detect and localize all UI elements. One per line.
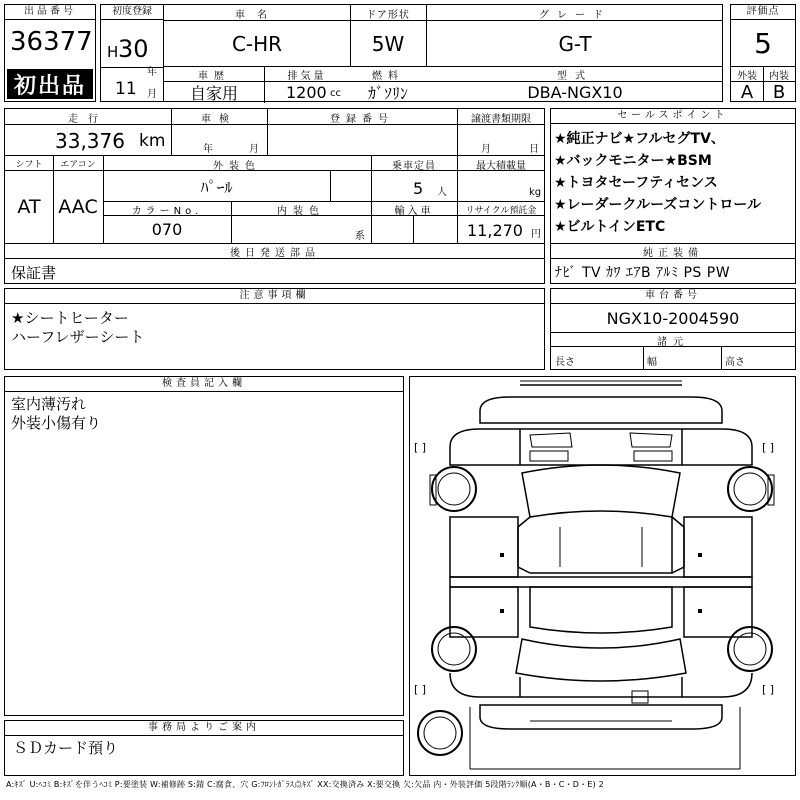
exterior-label: 外装 [737,71,757,82]
transfer-label: 譲渡書類期限 [471,114,531,125]
model-label: 型式 [557,71,593,82]
exterior-color-label: 外装色 [213,161,261,172]
inspection-month-unit: 月 [249,144,259,155]
note-line-1: ★シートヒーター [11,309,129,327]
notes-label: 注意事項欄 [5,289,544,304]
transfer-month-unit: 月 [481,144,491,155]
inspection-year-unit: 年 [203,144,213,155]
lot-number-label: 出品番号 [5,5,95,20]
office-box [4,720,404,776]
equipment-label: 純正装備 [643,248,703,259]
grade-label: グレード [539,10,611,21]
year-unit: 年 [147,67,157,78]
score-box [730,4,796,102]
inspector-line-1: 室内薄汚れ [11,395,87,413]
inspector-box [4,376,404,716]
car-diagram-box [409,376,796,776]
fuel-label: 燃料 [372,71,404,82]
car-name: C-HR [231,32,283,56]
door-label: ドア形状 [366,10,410,21]
car-history: 自家用 [189,83,238,103]
vehicle-details-box [4,108,545,284]
mileage-unit: km [139,131,166,151]
max-load-label: 最大積載量 [476,161,526,172]
recycle-label: リサイクル預託金 [465,206,537,216]
diagram-bracket-right-bottom: [ ] [762,683,775,696]
car-info-box [163,4,723,102]
height-label: 高さ [725,357,745,368]
car-name-label: 車名 [235,10,279,21]
equipment-list: ﾅﾋﾞ TV ｶﾜ ｴｱB ｱﾙﾐ PS PW [555,265,731,281]
chassis-label: 車台番号 [551,289,795,304]
registration-month: 11 [115,79,137,99]
diagram-bracket-right-top: [ ] [762,441,775,454]
load-unit: kg [529,187,542,198]
office-label: 事務局よりご案内 [5,721,403,736]
inspector-label: 検査員記入欄 [5,377,403,392]
shift-label: シフト [15,160,43,170]
later-parts-label: 後日発送部品 [230,248,320,259]
first-registration-label: 初度登録 [101,5,163,20]
grade: G-T [558,32,592,56]
mileage: 33,376 [55,129,125,153]
registration-year: 30 [118,35,149,63]
ac-label: エアコン [60,160,96,170]
damage-legend: A:ｷｽﾞ U:ﾍｺﾐ B:ｷｽﾞを伴うﾍｺﾐ P:要塗装 W:補修跡 S:錆 C:腐食、穴 G:ﾌﾛﾝﾄｶﾞﾗｽ点ｷｽﾞ XX:交換済み X:要交換 欠:欠品 内・外装評価 5段階ﾗﾝｸ順(A・B・C・D・E) 2 [6,780,604,789]
interior-color-unit: 系 [355,231,365,242]
width-label: 幅 [647,357,657,368]
interior-color-label: 内装色 [277,206,325,217]
chassis-box [550,288,796,370]
inspector-line-2: 外装小傷有り [11,414,102,432]
color-number-label: カラーNo. [131,206,203,217]
interior-label: 内装 [769,71,789,82]
sales-point-5: ★ビルトインETC [554,219,666,235]
month-unit: 月 [147,89,157,100]
exterior-color: ﾊﾟｰﾙ [200,177,233,197]
sales-point-4: ★レーダークルーズコントロール [554,197,762,213]
inspection-label: 車検 [201,114,237,125]
fuel-type: ｶﾞｿﾘﾝ [367,83,408,103]
office-note: ＳＤカード預り [13,739,119,757]
exterior-grade: A [740,81,754,103]
color-number: 070 [151,219,183,239]
later-parts-value: 保証書 [11,264,57,282]
dimensions-label: 諸元 [657,337,689,348]
capacity: 5 [413,179,424,198]
era-prefix: H [107,43,119,61]
sales-point-3: ★トヨタセーフティセンス [554,175,718,191]
first-registration-box [100,4,164,102]
diagram-bracket-left-top: [ ] [414,441,427,454]
car-body-diagram [410,377,795,775]
note-line-2: ハーフレザーシート [11,328,145,346]
length-label: 長さ [555,357,575,368]
sales-point-2: ★バックモニター★BSM [554,153,712,169]
transfer-day-unit: 日 [529,144,539,155]
sales-points-box [550,108,796,284]
sales-points-label: セールスポイント [551,109,795,124]
chassis-number: NGX10-2004590 [606,308,740,328]
recycle-unit: 円 [531,229,541,240]
diagram-bracket-left-bottom: [ ] [414,683,427,696]
import-label: 輸入車 [394,206,434,217]
ac-type: AAC [58,196,98,218]
displacement-label: 排気量 [287,71,327,82]
lot-number: 36377 [10,27,93,57]
first-listing-badge [7,69,93,99]
model-code: DBA-NGX10 [527,82,623,102]
first-listing-text: 初出品 [13,73,86,99]
mileage-label: 走行 [68,114,108,125]
capacity-label: 乗車定員 [392,161,436,172]
history-label: 車歴 [198,71,230,82]
score-label: 評価点 [731,5,795,20]
notes-box [4,288,545,370]
lot-number-box [4,4,96,102]
shift-type: AT [17,196,41,218]
registration-label: 登録番号 [330,114,394,125]
recycle-fee: 11,270 [467,221,523,240]
displacement-unit: cc [330,88,341,99]
door-type: 5W [371,32,405,56]
sales-point-1: ★純正ナビ★フルセグTV、 [554,131,725,147]
displacement: 1200 [286,83,327,102]
capacity-unit: 人 [437,187,447,198]
overall-score: 5 [754,26,772,60]
interior-grade: B [772,81,786,103]
